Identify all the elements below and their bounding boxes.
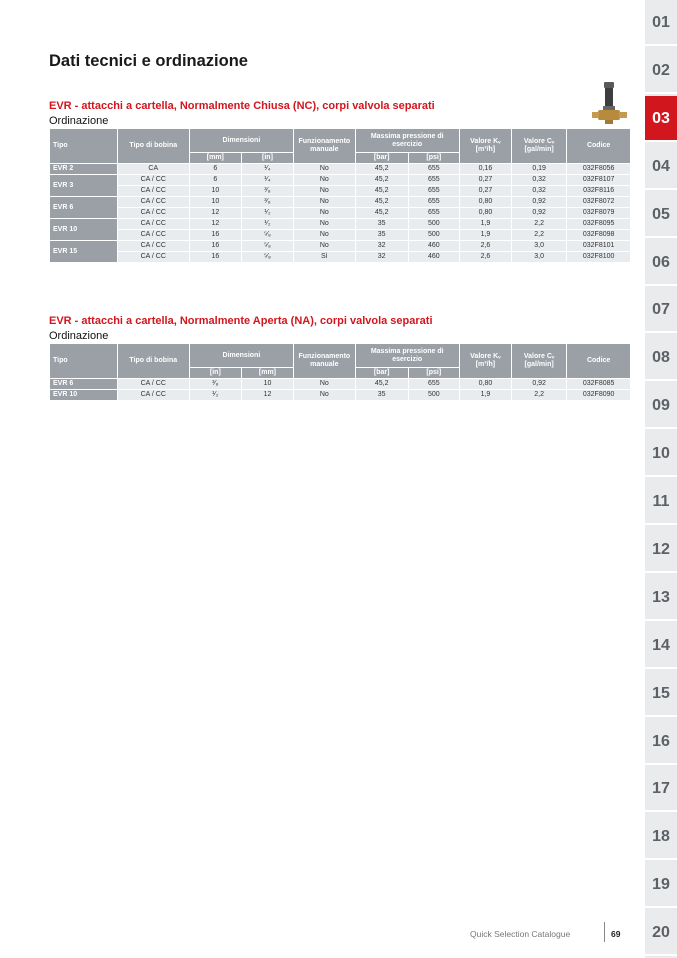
- coil-type: CA / CC: [118, 197, 189, 207]
- dim-1: 10: [190, 186, 241, 196]
- table-row: [50, 164, 630, 174]
- header-unit: [psi]: [409, 153, 459, 163]
- cv-value: 0,92: [512, 379, 566, 389]
- pressure-psi: 655: [409, 175, 459, 185]
- pressure-bar: 45,2: [356, 379, 408, 389]
- chapter-tab-10[interactable]: 10: [645, 431, 677, 477]
- dim-2: ¹⁄₂: [242, 219, 293, 229]
- header-dimensions: Dimensioni: [190, 129, 293, 152]
- section-title: EVR - attacchi a cartella, Normalmente Aperta (NA), corpi valvola separati: [49, 315, 433, 327]
- chapter-tab-01[interactable]: 01: [645, 0, 677, 46]
- kv-value: 0,80: [460, 197, 511, 207]
- pressure-bar: 32: [356, 241, 408, 251]
- coil-type: CA: [118, 164, 189, 174]
- manual-operation: No: [294, 230, 355, 240]
- coil-type: CA / CC: [118, 175, 189, 185]
- table-row: [50, 390, 630, 400]
- kv-value: 1,9: [460, 390, 511, 400]
- kv-value: 1,9: [460, 219, 511, 229]
- table-row: [50, 175, 630, 185]
- code: 032F8095: [567, 219, 630, 229]
- section-nc: [49, 100, 631, 263]
- manual-operation: No: [294, 208, 355, 218]
- dim-1: 6: [190, 175, 241, 185]
- manual-operation: No: [294, 197, 355, 207]
- pressure-bar: 45,2: [356, 164, 408, 174]
- chapter-tab-07[interactable]: 07: [645, 287, 677, 333]
- code: 032F8079: [567, 208, 630, 218]
- cv-value: 0,32: [512, 186, 566, 196]
- coil-type: CA / CC: [118, 252, 189, 262]
- pressure-bar: 35: [356, 390, 408, 400]
- pressure-psi: 655: [409, 164, 459, 174]
- valve-image: [592, 80, 628, 130]
- cv-value: 0,32: [512, 175, 566, 185]
- pressure-psi: 500: [409, 230, 459, 240]
- table-row: [50, 219, 630, 229]
- chapter-tab-16[interactable]: 16: [645, 719, 677, 765]
- coil-type: CA / CC: [118, 186, 189, 196]
- dim-2: 12: [242, 390, 293, 400]
- header-tipo: Tipo: [50, 344, 117, 378]
- row-type-label: EVR 15: [50, 241, 117, 262]
- kv-value: 0,16: [460, 164, 511, 174]
- cv-value: 0,92: [512, 208, 566, 218]
- header-unit: [mm]: [242, 368, 293, 378]
- manual-operation: No: [294, 219, 355, 229]
- pressure-psi: 655: [409, 208, 459, 218]
- pressure-psi: 500: [409, 390, 459, 400]
- chapter-tab-17[interactable]: 17: [645, 766, 677, 812]
- coil-type: CA / CC: [118, 241, 189, 251]
- footer-catalogue: Quick Selection Catalogue: [470, 929, 571, 939]
- section-subtitle: Ordinazione: [49, 115, 109, 127]
- coil-type: CA / CC: [118, 230, 189, 240]
- chapter-tab-06[interactable]: 06: [645, 240, 677, 286]
- chapter-tab-12[interactable]: 12: [645, 527, 677, 573]
- code: 032F8116: [567, 186, 630, 196]
- code: 032F8090: [567, 390, 630, 400]
- dim-2: ⁵⁄₈: [242, 241, 293, 251]
- pressure-psi: 460: [409, 252, 459, 262]
- chapter-tab-18[interactable]: 18: [645, 814, 677, 860]
- chapter-tab-19[interactable]: 19: [645, 862, 677, 908]
- table-row: [50, 252, 630, 262]
- ordering-table-nc: [49, 128, 631, 263]
- dim-1: 12: [190, 208, 241, 218]
- kv-value: 0,80: [460, 208, 511, 218]
- pressure-psi: 655: [409, 186, 459, 196]
- header-coil-type: Tipo di bobina: [118, 129, 189, 163]
- header-cv: Valore Cᵥ [gal/min]: [512, 129, 566, 163]
- row-type-label: EVR 2: [50, 164, 117, 174]
- ordering-table-na: [49, 343, 631, 401]
- code: 032F8056: [567, 164, 630, 174]
- pressure-psi: 500: [409, 219, 459, 229]
- header-manual-operation: Funzionamento manuale: [294, 129, 355, 163]
- code: 032F8101: [567, 241, 630, 251]
- pressure-bar: 45,2: [356, 186, 408, 196]
- chapter-tab-15[interactable]: 15: [645, 671, 677, 717]
- dim-2: ⁵⁄₈: [242, 252, 293, 262]
- dim-1: 16: [190, 252, 241, 262]
- cv-value: 0,19: [512, 164, 566, 174]
- dim-1: 12: [190, 219, 241, 229]
- table-row: [50, 230, 630, 240]
- code: 032F8098: [567, 230, 630, 240]
- chapter-tab-03[interactable]: 03: [645, 96, 677, 142]
- header-kv: Valore Kᵥ [m³/h]: [460, 344, 511, 378]
- code: 032F8072: [567, 197, 630, 207]
- dim-1: 6: [190, 164, 241, 174]
- kv-value: 0,80: [460, 379, 511, 389]
- manual-operation: No: [294, 186, 355, 196]
- header-unit: [bar]: [356, 368, 408, 378]
- dim-2: ¹⁄₂: [242, 208, 293, 218]
- header-tipo: Tipo: [50, 129, 117, 163]
- cv-value: 0,92: [512, 197, 566, 207]
- kv-value: 2,6: [460, 252, 511, 262]
- dim-2: ¹⁄₄: [242, 175, 293, 185]
- cv-value: 2,2: [512, 219, 566, 229]
- coil-type: CA / CC: [118, 219, 189, 229]
- coil-type: CA / CC: [118, 390, 189, 400]
- manual-operation: Sì: [294, 252, 355, 262]
- row-type-label: EVR 10: [50, 219, 117, 240]
- dim-2: ¹⁄₄: [242, 164, 293, 174]
- dim-2: 10: [242, 379, 293, 389]
- chapter-tab-05[interactable]: 05: [645, 192, 677, 238]
- pressure-bar: 35: [356, 219, 408, 229]
- pressure-psi: 655: [409, 197, 459, 207]
- kv-value: 2,6: [460, 241, 511, 251]
- chapter-tab-11[interactable]: 11: [645, 479, 677, 525]
- cv-value: 3,0: [512, 252, 566, 262]
- header-code: Codice: [567, 129, 630, 163]
- manual-operation: No: [294, 175, 355, 185]
- manual-operation: No: [294, 164, 355, 174]
- coil-type: CA / CC: [118, 208, 189, 218]
- manual-operation: No: [294, 379, 355, 389]
- table-row: [50, 186, 630, 196]
- header-unit: [in]: [242, 153, 293, 163]
- row-type-label: EVR 6: [50, 197, 117, 218]
- table-row: [50, 197, 630, 207]
- kv-value: 0,27: [460, 186, 511, 196]
- cv-value: 2,2: [512, 230, 566, 240]
- header-manual-operation: Funzionamento manuale: [294, 344, 355, 378]
- pressure-psi: 655: [409, 379, 459, 389]
- kv-value: 0,27: [460, 175, 511, 185]
- cv-value: 3,0: [512, 241, 566, 251]
- chapter-tab-14[interactable]: 14: [645, 623, 677, 669]
- dim-1: 16: [190, 230, 241, 240]
- table-row: [50, 379, 630, 389]
- header-unit: [in]: [190, 368, 241, 378]
- table-row: [50, 241, 630, 251]
- header-code: Codice: [567, 344, 630, 378]
- pressure-bar: 45,2: [356, 175, 408, 185]
- chapter-tab-13[interactable]: 13: [645, 575, 677, 621]
- chapter-tab-08[interactable]: 08: [645, 335, 677, 381]
- code: 032F8100: [567, 252, 630, 262]
- pressure-psi: 460: [409, 241, 459, 251]
- code: 032F8107: [567, 175, 630, 185]
- footer-divider: [604, 922, 605, 942]
- header-unit: [psi]: [409, 368, 459, 378]
- kv-value: 1,9: [460, 230, 511, 240]
- header-dimensions: Dimensioni: [190, 344, 293, 367]
- section-title: EVR - attacchi a cartella, Normalmente Chiusa (NC), corpi valvola separati: [49, 100, 435, 112]
- header-cv: Valore Cᵥ [gal/min]: [512, 344, 566, 378]
- manual-operation: No: [294, 241, 355, 251]
- header-max-pressure: Massima pressione di esercizio: [356, 344, 459, 367]
- chapter-tab-09[interactable]: 09: [645, 383, 677, 429]
- dim-2: ³⁄₈: [242, 197, 293, 207]
- coil-type: CA / CC: [118, 379, 189, 389]
- header-kv: Valore Kᵥ [m³/h]: [460, 129, 511, 163]
- chapter-tab-02[interactable]: 02: [645, 48, 677, 94]
- pressure-bar: 45,2: [356, 208, 408, 218]
- manual-operation: No: [294, 390, 355, 400]
- cv-value: 2,2: [512, 390, 566, 400]
- pressure-bar: 32: [356, 252, 408, 262]
- section-subtitle: Ordinazione: [49, 330, 109, 342]
- code: 032F8085: [567, 379, 630, 389]
- dim-2: ⁵⁄₈: [242, 230, 293, 240]
- dim-1: ¹⁄₂: [190, 390, 241, 400]
- dim-1: ³⁄₈: [190, 379, 241, 389]
- row-type-label: EVR 3: [50, 175, 117, 196]
- section-na: [49, 315, 631, 401]
- header-coil-type: Tipo di bobina: [118, 344, 189, 378]
- dim-1: 10: [190, 197, 241, 207]
- header-unit: [mm]: [190, 153, 241, 163]
- chapter-tab-04[interactable]: 04: [645, 144, 677, 190]
- header-unit: [bar]: [356, 153, 408, 163]
- chapter-tab-20[interactable]: 20: [645, 910, 677, 956]
- header-max-pressure: Massima pressione di esercizio: [356, 129, 459, 152]
- dim-1: 16: [190, 241, 241, 251]
- row-type-label: EVR 10: [50, 390, 117, 400]
- table-row: [50, 208, 630, 218]
- pressure-bar: 45,2: [356, 197, 408, 207]
- page-number: 69: [611, 929, 621, 939]
- dim-2: ³⁄₈: [242, 186, 293, 196]
- row-type-label: EVR 6: [50, 379, 117, 389]
- pressure-bar: 35: [356, 230, 408, 240]
- page-title: Dati tecnici e ordinazione: [49, 52, 248, 70]
